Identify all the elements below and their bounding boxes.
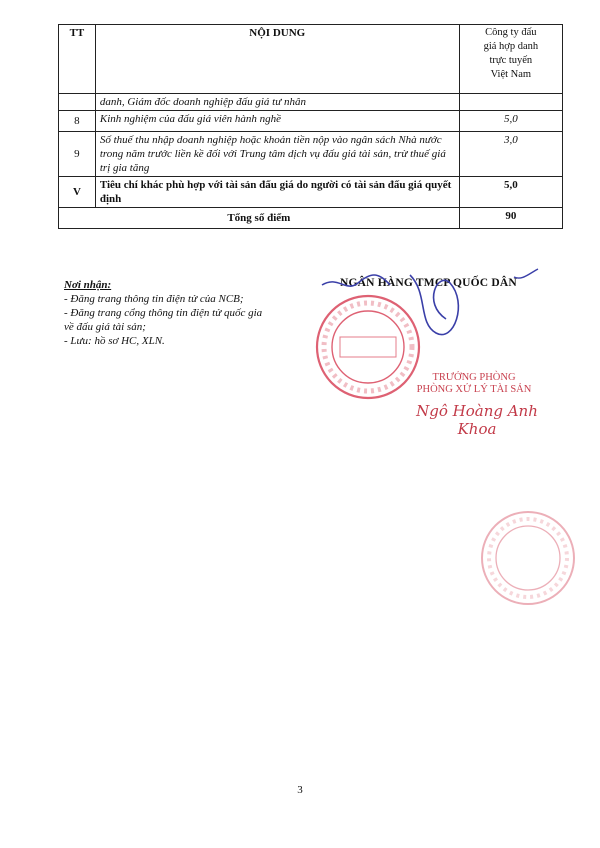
signer-title-line: TRƯỞNG PHÒNG <box>432 372 516 383</box>
row-score: 5,0 <box>459 177 562 208</box>
header-content: NỘI DUNG <box>95 25 459 94</box>
signer-title-line: PHÒNG XỬ LÝ TÀI SẢN <box>416 384 532 395</box>
header-score-line: giá hợp danh <box>483 41 539 52</box>
score-table <box>58 24 563 229</box>
signer-name: Ngô Hoàng Anh Khoa <box>416 402 538 438</box>
row-score: 5,0 <box>459 111 562 132</box>
signature-scribble <box>318 263 548 373</box>
total-label: Tổng số điểm <box>59 208 460 229</box>
row-content: Kinh nghiệm của đấu giá viên hành nghề <box>95 111 459 132</box>
signer-title <box>414 372 534 396</box>
header-score-line: trực tuyến <box>489 55 533 66</box>
row-number: 9 <box>59 132 96 177</box>
row-number: V <box>59 177 96 208</box>
header-score-line: Việt Nam <box>490 69 532 80</box>
recipient-line: - Lưu: hồ sơ HC, XLN. <box>64 335 165 347</box>
total-score: 90 <box>459 208 562 229</box>
recipient-line: - Đăng trang cổng thông tin điện tử quốc gia về đấu giá tài sản; <box>64 307 263 333</box>
recipients-block <box>64 278 264 348</box>
table-row <box>59 177 563 208</box>
row-content: Số thuế thu nhập doanh nghiệp hoặc khoản tiền nộp vào ngân sách Nhà nước trong năm trước liền kề đối với Trung tâm dịch vụ đấu giá tài sản, trừ thuế giá trị gia tăng <box>95 132 459 177</box>
header-tt: TT <box>59 25 96 94</box>
table-row <box>59 94 563 111</box>
page-number: 3 <box>297 784 303 796</box>
recipient-line: - Đăng trang thông tin điện tử của NCB; <box>64 293 244 305</box>
recipients-title: Nơi nhận: <box>64 279 112 291</box>
continuation-text: danh, Giám đốc doanh nghiệp đấu giá tư nhân <box>95 94 459 111</box>
header-score-column <box>459 25 562 94</box>
table-header-row <box>59 25 563 94</box>
table-row <box>59 132 563 177</box>
table-row <box>59 111 563 132</box>
bank-name: NGÂN HÀNG TMCP QUỐC DÂN <box>340 277 517 289</box>
row-number: 8 <box>59 111 96 132</box>
row-content: Tiêu chí khác phù hợp với tài sản đấu giá do người có tài sản đấu giá quyết định <box>95 177 459 208</box>
row-score: 3,0 <box>459 132 562 177</box>
partial-seal-stamp <box>478 508 578 608</box>
table-total-row <box>59 208 563 229</box>
header-score-line: Công ty đấu <box>485 27 537 38</box>
